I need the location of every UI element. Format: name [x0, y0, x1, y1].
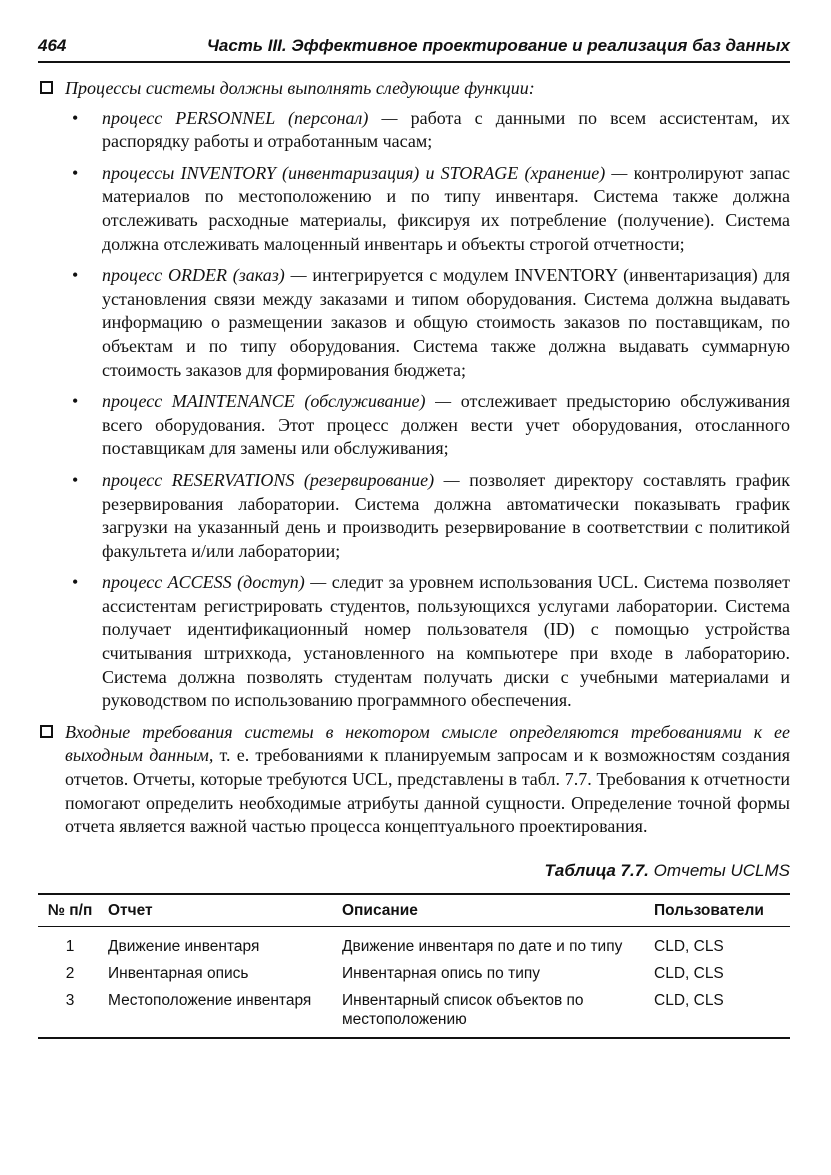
running-title: Часть III. Эффективное проектирование и реализация баз данных: [206, 36, 790, 55]
cell-num: 1: [65, 937, 75, 955]
bullet-dot-icon: •: [72, 469, 79, 490]
process-name: процесс ORDER (заказ) —: [102, 265, 307, 286]
process-text: следит за уровнем использования UCL. Система позволяет ассистентам регистрировать студентов, пользующихся услугами лаборатории. Система получает идентификационный номер пользователя (ID) с помощью устройства считывания штрихкода, установленного на компьютере при входе в лабораторию. Система должна позволять студентам получать диски с учебными материалами и руководством по использованию программного обеспечения.: [102, 572, 791, 711]
cell-users: CLD, CLS: [654, 964, 724, 982]
process-text: работа с данными по всем ассистентам, их распорядку работы и отработанным часам;: [102, 107, 790, 152]
header-users: Пользователи: [654, 901, 764, 919]
cell-report: Местоположение инвентаря: [108, 991, 312, 1009]
book-page: [38, 30, 790, 1039]
input-requirements-italic: Входные требования системы в некотором смысле определяются требованиями к ее выходным данным,: [65, 721, 790, 766]
table-row: [38, 987, 790, 1038]
bullet-dot-icon: •: [72, 572, 79, 593]
reports-table: [38, 893, 790, 1039]
process-item: [38, 390, 790, 461]
header-num: № п/п: [47, 901, 93, 919]
process-text: интегрируется с модулем INVENTORY (инвентаризация) для установления связи между заказами и типом оборудования. Система должна выдавать информацию о размещении заказов и общую стоимость заказов по поставщикам, по объектам и по типу оборудования. Система также должна выдавать суммарную стоимость заказов для формирования бюджета;: [102, 265, 791, 380]
process-name: процесс MAINTENANCE (обслуживание) —: [102, 391, 452, 412]
running-head: [38, 30, 790, 63]
table-header-row: [38, 894, 790, 927]
process-name: процесс PERSONNEL (персонал) —: [102, 107, 398, 128]
cell-num: 3: [65, 991, 75, 1009]
cell-users: CLD, CLS: [654, 937, 724, 955]
process-text: отслеживает предысторию обслуживания всего оборудования. Этот процесс должен вести учет оборудования, отосланного поставщикам для замены или обслуживания;: [102, 391, 791, 459]
bullet-dot-icon: •: [72, 265, 79, 286]
process-item: [38, 107, 790, 154]
cell-report: Инвентарная опись: [108, 964, 249, 982]
cell-users: CLD, CLS: [654, 991, 724, 1009]
table-row: [38, 960, 790, 987]
table-row: [38, 926, 790, 960]
cell-description: Инвентарная опись по типу: [342, 964, 541, 982]
table-caption: [38, 861, 790, 881]
input-requirements-body: т. е. требованиями к планируемым запросам и к возможностям создания отчетов. Отчеты, которые требуются UCL, представлены в табл. 7.7. Требования к отчетности помогают определить необходимые атрибуты данной сущности. Определение точной формы отчета является важной частью процесса концептуального проектирования.: [65, 745, 791, 837]
table-caption-number: Таблица 7.7.: [544, 860, 649, 880]
table-caption-title: Отчеты UCLMS: [653, 860, 790, 880]
body-text: [38, 77, 790, 839]
cell-description: Инвентарный список объектов по местоположению: [342, 991, 584, 1028]
page-number: 464: [38, 36, 67, 55]
cell-description: Движение инвентаря по дате и по типу: [342, 937, 623, 955]
process-text: позволяет директору составлять график резервирования лаборатории. Система должна автоматически показывать график загрузки на указанный день и производить резервирование в соответствии с политикой факультета и/или лаборатории;: [102, 469, 791, 561]
process-item: [38, 162, 790, 256]
process-list: [38, 107, 790, 713]
header-description: Описание: [342, 901, 418, 919]
process-item: [38, 264, 790, 382]
process-item: [38, 571, 790, 713]
process-name: процессы INVENTORY (инвентаризация) и STORAGE (хранение) —: [102, 162, 628, 183]
process-item: [38, 469, 790, 563]
input-requirements: [38, 721, 790, 839]
input-requirements-text: [65, 721, 790, 839]
process-name: процесс ACCESS (доступ) —: [102, 572, 327, 593]
cell-report: Движение инвентаря: [108, 937, 260, 955]
cell-num: 2: [65, 964, 75, 982]
process-text: контролируют запас материалов по местоположению и по типу инвентаря. Система также должна отслеживать расходные материалы, фиксируя их потребление (получение). Система должна отслеживать малоценный инвентарь и объекты строгой отчетности;: [102, 162, 791, 254]
square-bullet-icon: [40, 725, 53, 738]
processes-intro: Процессы системы должны выполнять следующие функции:: [65, 78, 535, 98]
process-name: процесс RESERVATIONS (резервирование) —: [102, 469, 460, 490]
bullet-dot-icon: •: [72, 107, 79, 128]
processes-lead: [38, 77, 790, 101]
square-bullet-icon: [40, 81, 53, 94]
header-report: Отчет: [108, 901, 153, 919]
bullet-dot-icon: •: [72, 162, 79, 183]
bullet-dot-icon: •: [72, 391, 79, 412]
